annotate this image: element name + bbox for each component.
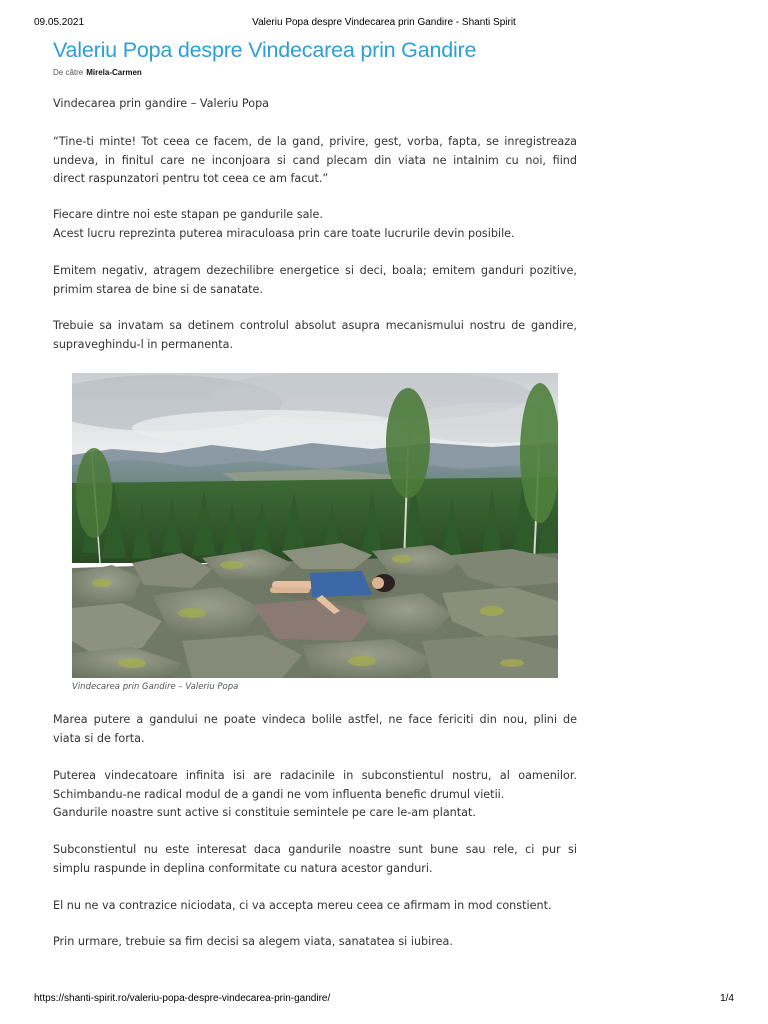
print-footer [0,993,768,1007]
trebuie-line-2: supraveghindu-l in permanenta. [53,337,234,351]
subconstient-line-1: Subconstientul nu este interesat daca gandurile noastre sunt bune sau rele, ci pur si [53,843,577,856]
landscape-photo [72,373,558,678]
el-paragraph [53,897,577,916]
print-document-title: Valeriu Popa despre Vindecarea prin Gandire - Shanti Spirit [252,17,516,28]
intro-line: Vindecarea prin gandire – Valeriu Popa [53,97,270,110]
quote-line-1: “Tine-ti minte! Tot ceea ce facem, de la gand, privire, gest, vorba, fapta, se inregistreaza [53,135,577,148]
puterea-line-3: Gandurile noastre sunt active si constituie semintele pe care le-am plantat. [53,806,476,819]
byline [53,68,577,78]
quote-line-2: undeva, in finitul care ne inconjoara si cand plecam din viata ne intalnim cu noi, fiind [53,153,577,167]
print-date: 09.05.2021 [34,17,85,28]
stapan-paragraph [53,206,577,243]
quote-line-3: direct raspunzatori pentru tot ceea ce am facut.” [53,172,329,185]
el-line: El nu ne va contrazice niciodata, ci va accepta mereu ceea ce afirmam in mod constient. [53,899,552,912]
emitem-line-1: Emitem negativ, atragem dezechilibre energetice si deci, boala; emitem ganduri pozitive, [53,264,577,277]
prin-paragraph [53,933,577,952]
puterea-line-2: Schimbandu-ne radical modul de a gandi ne vom influenta benefic drumul vietii. [53,787,505,801]
figure-caption: Vindecarea prin Gandire – Valeriu Popa [72,682,239,692]
subconstient-paragraph [53,841,577,878]
trebuie-paragraph [53,317,577,354]
emitem-paragraph [53,262,577,299]
page-url: https://shanti-spirit.ro/valeriu-popa-despre-vindecarea-prin-gandire/ [34,993,331,1004]
page-number: 1/4 [720,993,734,1004]
print-header [0,17,768,31]
marea-line-1: Marea putere a gandului ne poate vindeca bolile astfel, ne face fericiti din nou, plini de [53,713,577,726]
intro-paragraph [53,95,577,114]
quote-paragraph [53,133,577,189]
article [53,36,577,948]
article-title: Valeriu Popa despre Vindecarea prin Gandire [53,38,477,62]
author-link[interactable]: Mirela-Carmen [86,68,142,77]
article-figure [72,373,558,693]
marea-paragraph [53,711,577,748]
stapan-line-2: Acest lucru reprezinta puterea miraculoasa prin care toate lucrurile devin posibile. [53,226,515,240]
subconstient-line-2: simplu raspunde in deplina conformitate cu natura acestor ganduri. [53,861,433,875]
marea-line-2: viata si de forta. [53,731,145,745]
prin-line: Prin urmare, trebuie sa fim decisi sa alegem viata, sanatatea si iubirea. [53,935,453,948]
emitem-line-2: primim starea de bine si de sanatate. [53,282,264,296]
puterea-line-1: Puterea vindecatoare infinita isi are radacinile in subconstientul nostru, al oamenilor. [53,769,577,782]
stapan-line-1: Fiecare dintre noi este stapan pe gandurile sale. [53,208,323,221]
trebuie-line-1: Trebuie sa invatam sa detinem controlul absolut asupra mecanismului nostru de gandire, [53,319,577,332]
puterea-paragraph [53,767,577,823]
byline-prefix: De către [53,68,84,77]
